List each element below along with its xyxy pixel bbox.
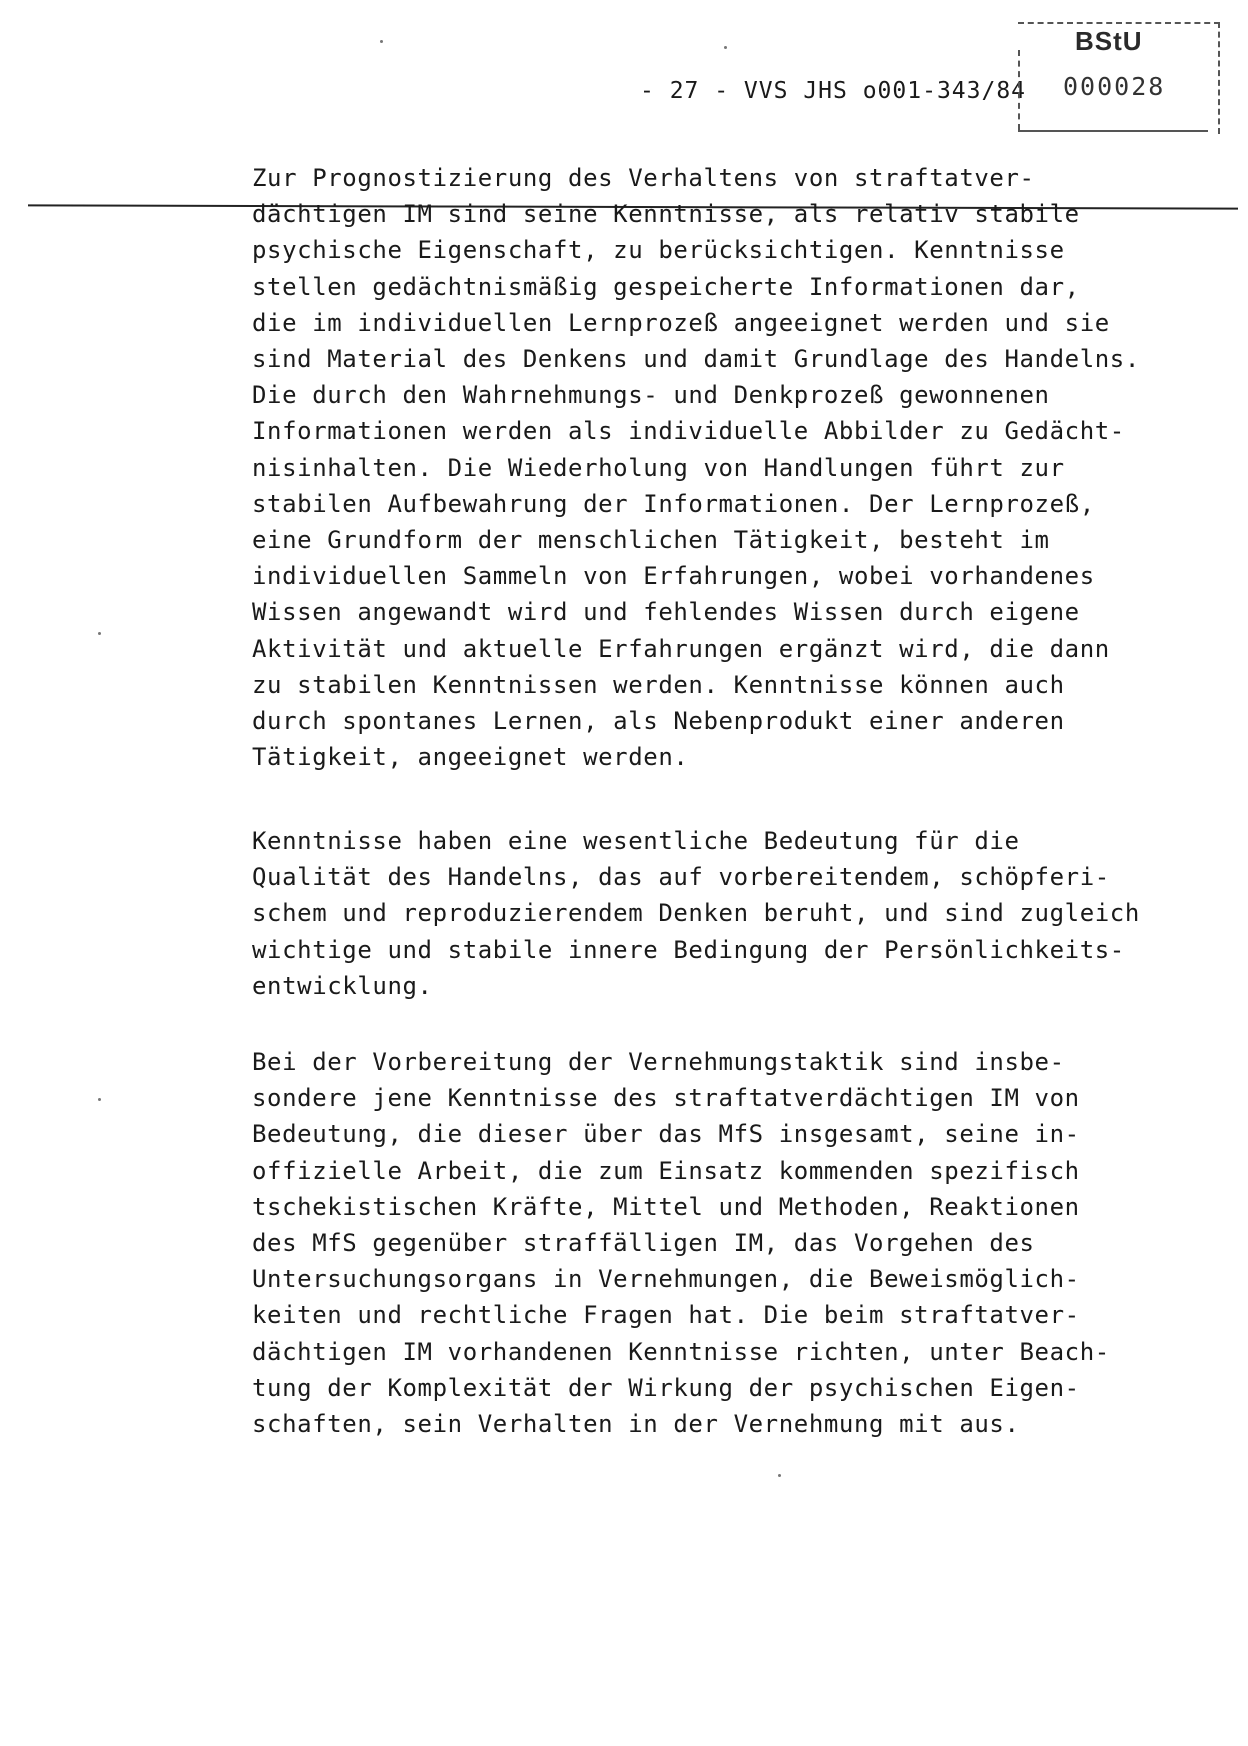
scan-speck <box>98 632 101 635</box>
paragraph-2: Kenntnisse haben eine wesentliche Bedeutung für die Qualität des Handelns, das auf vorbereitendem, schöpferi- schem und reproduzierendem Denken beruht, und sind zugleich wichtige und stabile innere Bedingung der Persönlichkeits- entwicklung. <box>252 827 1140 1000</box>
scan-speck <box>98 1098 101 1101</box>
paragraph-1: Zur Prognostizierung des Verhaltens von straftatver- dächtigen IM sind seine Kenntnisse, als relativ stabile psychische Eigenschaft, zu berücksichtigen. Kenntnisse stellen gedächtnismäßig gespeicherte Informationen dar, die im individuellen Lernprozeß angeeignet werden und sie sind Material des Denkens und damit Grundlage des Handelns. Die durch den Wahrnehmungs- und Denkprozeß gewonnenen Informationen werden als individuelle Abbilder zu Gedächt- nisinhalten. Die Wiederholung von Handlungen führt zur stabilen Aufbewahrung der Informationen. Der Lernprozeß, eine Grundform der menschlichen Tätigkeit, besteht im individuellen Sammeln von Erfahrungen, wobei vorhandenes Wissen angewandt wird und fehlendes Wissen durch eigene Aktivität und aktuelle Erfahrungen ergänzt wird, die dann zu stabilen Kenntnissen werden. Kenntnisse können auch durch spontanes Lernen, als Nebenprodukt einer anderen Tätigkeit, angeeignet werden. <box>252 164 1140 772</box>
scan-speck <box>778 1474 781 1477</box>
paragraph-3: Bei der Vorbereitung der Vernehmungstaktik sind insbe- sondere jene Kenntnisse des straftatverdächtigen IM von Bedeutung, die dieser über das MfS insgesamt, seine in- offizielle Arbeit, die zum Einsatz kommenden spezifisch tschekistischen Kräfte, Mittel und Methoden, Reaktionen des MfS gegenüber straffälligen IM, das Vorgehen des Untersuchungsorgans in Vernehmungen, die Beweismöglich- keiten und rechtliche Fragen hat. Die beim straftatver- dächtigen IM vorhandenen Kenntnisse richten, unter Beach- tung der Komplexität der Wirkung der psychischen Eigen- schaften, sein Verhalten in der Vernehmung mit aus. <box>252 1048 1110 1439</box>
scan-speck <box>724 46 727 49</box>
archive-stamp-bottom-edge <box>1018 130 1208 132</box>
archive-stamp-left-edge <box>1018 50 1022 130</box>
archive-stamp-number: 000028 <box>1063 72 1166 101</box>
page-reference: - 27 - VVS JHS o001-343/84 <box>640 78 1027 104</box>
archive-stamp-label: BStU <box>1075 26 1143 56</box>
scan-speck <box>380 40 383 43</box>
